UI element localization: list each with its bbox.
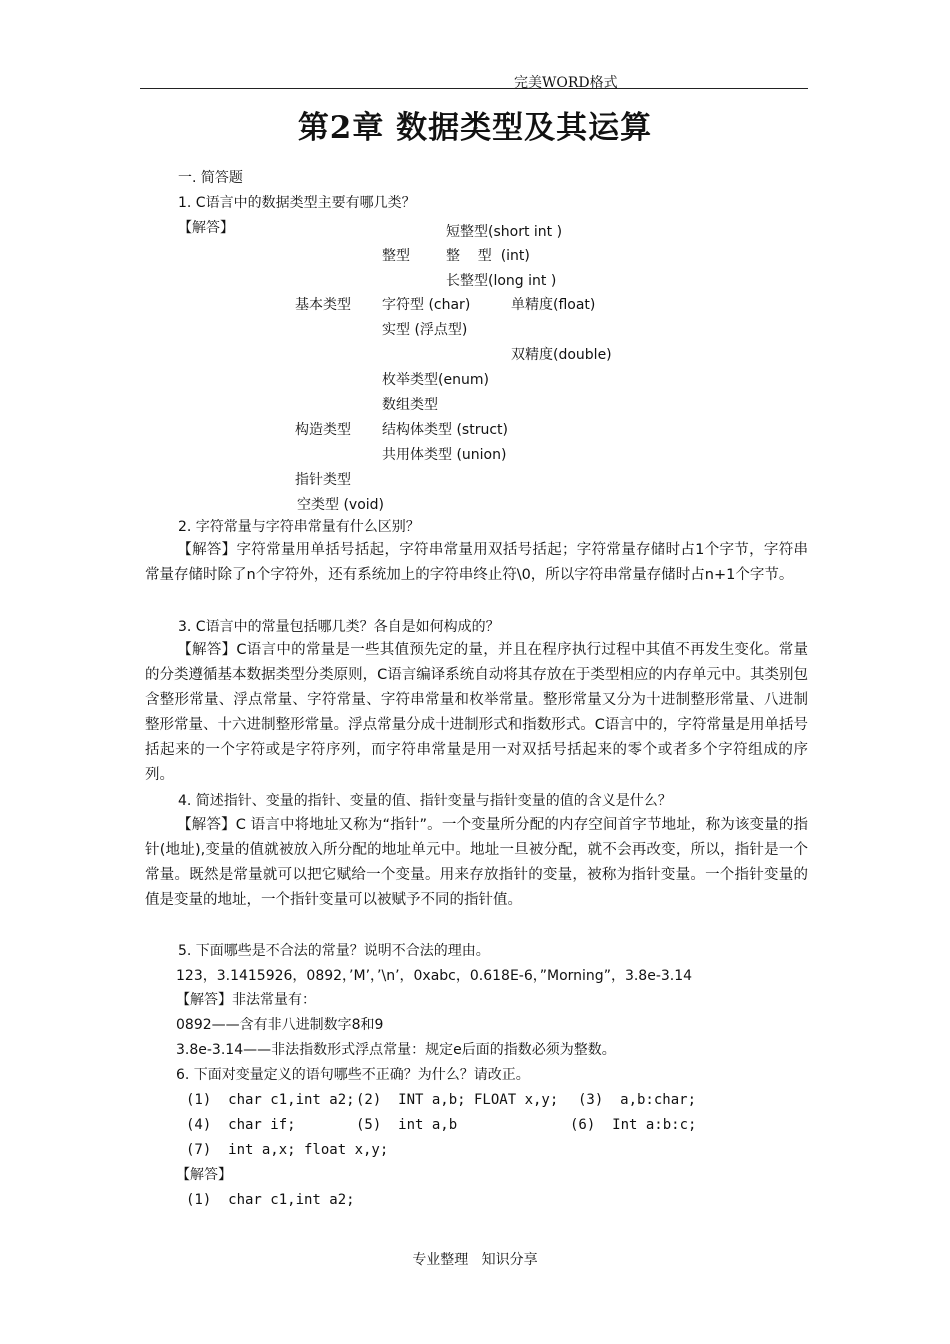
q6-line1-c: (3) a,b:char; [578, 1092, 697, 1108]
tree-void: 空类型 (void) [297, 497, 385, 513]
q6-line3: (7) int a,x; float x,y; [186, 1142, 389, 1158]
tree-float: 单精度(float) [511, 297, 596, 313]
q6-line2-b: (5) int a,b [356, 1117, 458, 1133]
tree-double: 双精度(double) [511, 347, 612, 363]
answer-6-label: 【解答】 [176, 1167, 232, 1183]
answer-3-text: 【解答】C语言中的常量是一些其值预先定的量，并且在程序执行过程中其值不再发生变化。常量的分类遵循基本数据类型分类原则，C语言编译系统自动将其存放在于类型相应的内存单元中。其类别包含整形常量、浮点常量、字符常量、字符串常量和枚举常量。整形常量又分为十进制整形常量、八进制整形常量、十六进制整形常量。浮点常量分成十进制形式和指数形式。C语言中的，字符常量是用单括号括起来的一个字符或是字符序列，而字符串常量是用一对双括号括起来的零个或者多个字符组成的序列。 [145, 642, 808, 783]
question-2: 2. 字符常量与字符串常量有什么区别？ [178, 519, 420, 535]
q6-line1-a: (1) char c1,int a2; [186, 1092, 355, 1108]
tree-construct: 构造类型 [295, 422, 351, 438]
chapter-title: 第2章 数据类型及其运算 [297, 110, 653, 146]
question-5-list: 123，3.1415926，0892，’M’，’\n’，0xabc，0.618E-6，”Morning”，3.8e-3.14 [176, 968, 693, 984]
answer-2-text: 【解答】字符常量用单括号括起，字符串常量用双括号括起；字符常量存储时占1个字节，字符串常量存储时除了n个字符外，还有系统加上的字符串终止符\0，所以字符串常量存储时占n+1个字节。 [145, 542, 808, 583]
question-4: 4. 简述指针、变量的指针、变量的值、指针变量与指针变量的值的含义是什么？ [178, 793, 672, 809]
q6-line2-a: (4) char if; [186, 1117, 296, 1133]
tree-long: 长整型(long int ) [446, 273, 557, 289]
answer-5-item-2: 3.8e-3.14——非法指数形式浮点常量：规定e后面的指数必须为整数。 [176, 1042, 616, 1058]
answer-5-label: 【解答】非法常量有： [176, 992, 316, 1008]
section-heading: 一. 简答题 [178, 170, 243, 186]
answer-2 [145, 538, 808, 588]
tree-enum: 枚举类型(enum) [382, 372, 489, 388]
tree-union: 共用体类型 (union) [382, 447, 507, 463]
question-1: 1. C语言中的数据类型主要有哪几类？ [178, 195, 416, 211]
q6-line1-b: (2) INT a,b; FLOAT x,y; [356, 1092, 559, 1108]
tree-array: 数组类型 [382, 397, 438, 413]
q6-line2-c: (6) Int a:b:c; [570, 1117, 697, 1133]
tree-int-group: 整型 [382, 248, 410, 264]
tree-struct: 结构体类型 (struct) [382, 422, 508, 438]
answer-3 [145, 638, 808, 788]
page-footer: 专业整理 知识分享 [412, 1252, 538, 1268]
answer-5-item-1: 0892——含有非八进制数字8和9 [176, 1017, 384, 1033]
header-rule [140, 88, 808, 89]
question-6: 6. 下面对变量定义的语句哪些不正确？为什么？请改正。 [176, 1067, 530, 1083]
question-3: 3. C语言中的常量包括哪几类？各自是如何构成的？ [178, 619, 500, 635]
tree-char: 字符型 (char) [382, 297, 471, 313]
answer-6-item-1: (1) char c1,int a2; [186, 1192, 355, 1208]
tree-int: 整 型 (int) [446, 248, 530, 264]
tree-short: 短整型(short int ) [446, 224, 563, 240]
tree-real: 实型 (浮点型) [382, 322, 468, 338]
tree-basic: 基本类型 [295, 297, 351, 313]
answer-4-text: 【解答】C 语言中将地址又称为“指针”。一个变量所分配的内存空间首字节地址，称为该变量的指针(地址),变量的值就被放入所分配的地址单元中。地址一旦被分配，就不会再改变，所以，指针是一个常量。既然是常量就可以把它赋给一个变量。用来存放指针的变量，被称为指针变量。一个指针变量的值是变量的地址，一个指针变量可以被赋予不同的指针值。 [145, 817, 808, 908]
tree-pointer: 指针类型 [295, 472, 351, 488]
question-5: 5. 下面哪些是不合法的常量？说明不合法的理由。 [178, 943, 490, 959]
answer-4 [145, 813, 808, 913]
answer-label-1: 【解答】 [178, 220, 234, 236]
page-header: 完美WORD格式 [514, 75, 618, 91]
